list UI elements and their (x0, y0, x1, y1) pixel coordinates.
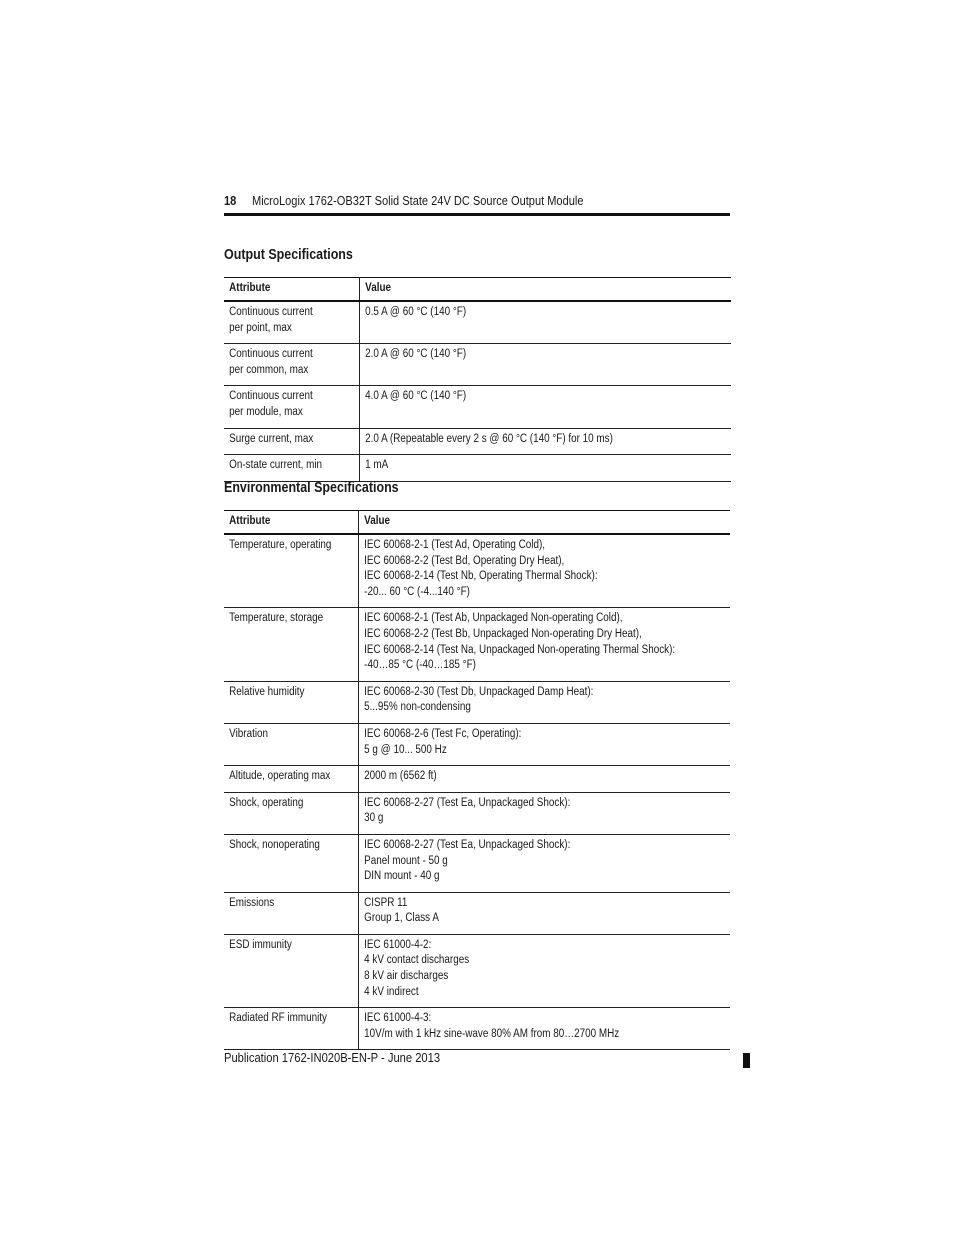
attribute-line: Radiated RF immunity (229, 1012, 327, 1025)
attribute-cell (224, 934, 358, 1007)
table-row (224, 766, 730, 793)
attribute-cell (224, 834, 358, 892)
document-title: MicroLogix 1762-OB32T Solid State 24V DC Source Output Module (252, 193, 584, 208)
attribute-line: per point, max (229, 321, 292, 334)
value-cell (358, 1008, 730, 1050)
value-cell (358, 766, 730, 793)
page-edge-marker (743, 1053, 750, 1068)
attribute-cell (224, 534, 358, 608)
attribute-line: Continuous current (229, 348, 313, 361)
page-header (224, 190, 730, 216)
value-line: 2.0 A @ 60 °C (140 °F) (364, 348, 466, 361)
value-cell (358, 681, 730, 723)
value-line: IEC 60068-2-6 (Test Fc, Operating): (363, 727, 521, 740)
value-line: 5 g @ 10... 500 Hz (363, 743, 447, 756)
column-header-attribute: Attribute (224, 278, 359, 302)
attribute-line: Continuous current (229, 306, 313, 318)
value-cell (358, 792, 730, 834)
value-line: 4 kV contact discharges (363, 954, 469, 967)
table-header-row (224, 278, 731, 302)
attribute-line: per common, max (229, 363, 309, 376)
attribute-cell (224, 681, 358, 723)
attribute-line: Temperature, storage (229, 612, 324, 625)
attribute-line: Vibration (229, 727, 269, 740)
value-line: Group 1, Class A (363, 912, 439, 925)
value-line: IEC 60068-2-2 (Test Bb, Unpackaged Non-operating Dry Heat), (363, 627, 642, 640)
value-line: 8 kV air discharges (363, 970, 448, 983)
attribute-cell (224, 386, 359, 428)
value-line: IEC 60068-2-27 (Test Ea, Unpackaged Shock): (363, 838, 570, 851)
attribute-line: ESD immunity (229, 938, 292, 951)
table-row (224, 608, 730, 681)
table-row (224, 428, 731, 455)
value-line: 10V/m with 1 kHz sine-wave 80% AM from 80…2700 MHz (363, 1027, 619, 1040)
value-cell (359, 301, 731, 344)
table-row (224, 723, 730, 765)
attribute-line: per module, max (229, 405, 303, 418)
table-row (224, 386, 731, 428)
attribute-line: Emissions (229, 896, 275, 909)
value-cell (358, 723, 730, 765)
value-line: 4.0 A @ 60 °C (140 °F) (364, 390, 466, 403)
value-line: IEC 60068-2-1 (Test Ab, Unpackaged Non-operating Cold), (363, 612, 623, 625)
publication-footer: Publication 1762-IN020B-EN-P - June 2013 (224, 1050, 441, 1065)
value-line: IEC 60068-2-14 (Test Nb, Operating Thermal Shock): (363, 570, 598, 583)
value-cell (359, 386, 731, 428)
value-cell (358, 608, 730, 681)
value-line: 5...95% non-condensing (363, 701, 471, 714)
attribute-cell (224, 301, 359, 344)
table-row (224, 834, 730, 892)
table-row (224, 455, 731, 482)
table-row (224, 792, 730, 834)
value-line: IEC 60068-2-1 (Test Ad, Operating Cold), (363, 539, 545, 551)
attribute-cell (224, 1008, 358, 1050)
table-row (224, 934, 730, 1007)
attribute-line: Surge current, max (229, 432, 314, 445)
value-cell (358, 834, 730, 892)
value-line: 30 g (363, 812, 383, 825)
attribute-cell (224, 766, 358, 793)
output-specs-title: Output Specifications (224, 247, 353, 263)
column-header-value: Value (358, 511, 730, 535)
column-header-attribute: Attribute (224, 511, 358, 535)
value-line: CISPR 11 (363, 896, 407, 909)
value-line: -40…85 °C (-40…185 °F) (363, 659, 476, 672)
value-line: IEC 60068-2-14 (Test Na, Unpackaged Non-operating Thermal Shock): (363, 643, 675, 656)
value-cell (358, 534, 730, 608)
attribute-cell (224, 723, 358, 765)
value-cell (359, 428, 731, 455)
attribute-cell (224, 428, 359, 455)
attribute-cell (224, 344, 359, 386)
value-line: -20... 60 °C (-4...140 °F) (363, 585, 470, 598)
value-line: IEC 61000-4-2: (363, 938, 431, 951)
value-line: IEC 60068-2-27 (Test Ea, Unpackaged Shock): (363, 796, 570, 809)
value-cell (358, 892, 730, 934)
table-row (224, 1008, 730, 1050)
value-line: DIN mount - 40 g (363, 870, 439, 883)
column-header-value: Value (359, 278, 731, 302)
attribute-line: Temperature, operating (229, 539, 332, 551)
attribute-cell (224, 608, 358, 681)
value-cell (359, 344, 731, 386)
value-line: 0.5 A @ 60 °C (140 °F) (364, 306, 466, 318)
value-line: 2000 m (6562 ft) (363, 770, 437, 783)
environmental-specs-title: Environmental Specifications (224, 480, 399, 496)
attribute-cell (224, 792, 358, 834)
value-line: IEC 61000-4-3: (363, 1012, 431, 1025)
value-line: IEC 60068-2-2 (Test Bd, Operating Dry Heat), (363, 554, 564, 567)
attribute-line: Relative humidity (229, 685, 305, 698)
attribute-line: Shock, operating (229, 796, 304, 809)
attribute-line: On-state current, min (229, 459, 323, 472)
value-line: Panel mount - 50 g (363, 854, 448, 867)
table-row (224, 344, 731, 386)
value-cell (358, 934, 730, 1007)
value-line: 4 kV indirect (363, 985, 419, 998)
attribute-line: Altitude, operating max (229, 770, 331, 783)
table-row (224, 301, 731, 344)
attribute-line: Shock, nonoperating (229, 838, 320, 851)
value-cell (359, 455, 731, 482)
table-row (224, 534, 730, 608)
table-row (224, 892, 730, 934)
environmental-specs-table (224, 510, 730, 1050)
attribute-cell (224, 892, 358, 934)
table-row (224, 681, 730, 723)
page-number: 18 (224, 193, 237, 208)
value-line: 1 mA (364, 459, 388, 472)
value-line: IEC 60068-2-30 (Test Db, Unpackaged Damp Heat): (363, 685, 593, 698)
output-specs-table (224, 277, 731, 482)
attribute-line: Continuous current (229, 390, 313, 403)
value-line: 2.0 A (Repeatable every 2 s @ 60 °C (140 °F) for 10 ms) (364, 432, 613, 445)
attribute-cell (224, 455, 359, 482)
table-header-row (224, 511, 730, 535)
